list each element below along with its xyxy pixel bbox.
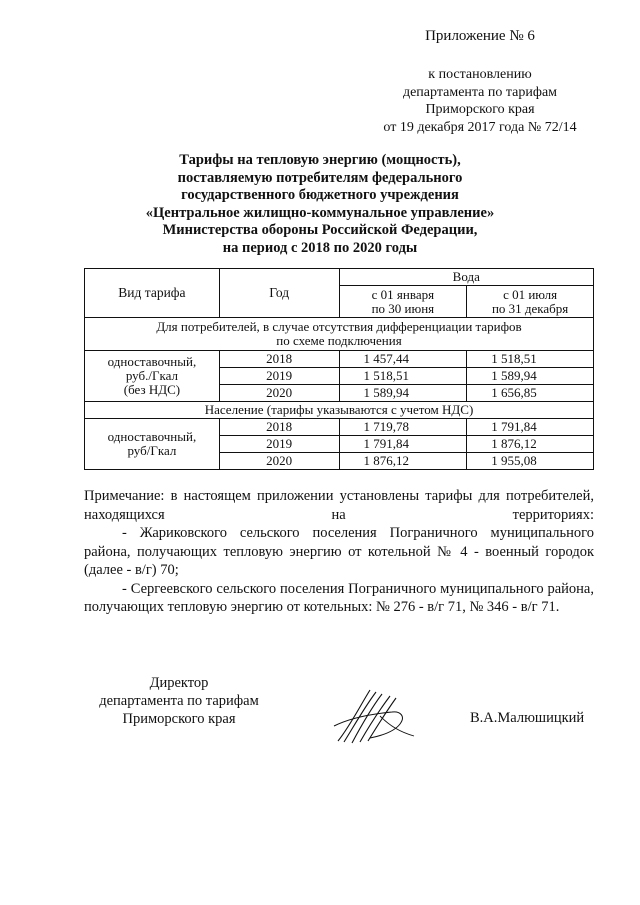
year-cell: 2019: [219, 368, 339, 385]
section-line: Для потребителей, в случае отсутствия дифференциации тарифов: [156, 319, 522, 334]
title-line: «Центральное жилищно-коммунальное управление»: [145, 204, 495, 221]
value-cell: 1 791,84: [467, 419, 594, 436]
value-cell: 1 876,12: [467, 436, 594, 453]
value-cell: 1 518,51: [339, 368, 467, 385]
document-title: [60, 152, 580, 257]
value-cell: 1 876,12: [339, 453, 467, 470]
title-line: поставляемую потребителям федерального: [177, 169, 463, 186]
tariff-line: одноставочный,: [107, 354, 197, 369]
year-cell: 2019: [219, 436, 339, 453]
value-cell: 1 518,51: [467, 351, 594, 368]
value-cell: 1 457,44: [339, 351, 467, 368]
year-cell: 2020: [219, 385, 339, 402]
value-cell: 1 791,84: [339, 436, 467, 453]
section-line: по схеме подключения: [276, 333, 402, 348]
signatory-position: [84, 674, 274, 728]
tariff-line: одноставочный,: [107, 429, 197, 444]
table-row: [85, 419, 594, 436]
section-heading-population: Население (тарифы указываются с учетом НДС): [85, 402, 594, 419]
header-water: Вода: [339, 269, 594, 286]
period-line: по 31 декабря: [491, 300, 569, 316]
tariff-line: руб/Гкал: [127, 443, 177, 458]
position-line: Директор: [149, 675, 209, 691]
resolution-line: от 19 декабря 2017 года № 72/14: [383, 119, 577, 135]
period-line: с 01 января: [371, 286, 435, 302]
tariff-table: [84, 268, 594, 470]
section-heading-consumers: [85, 318, 594, 351]
header-period-first-half: [339, 286, 467, 318]
title-line: Министерства обороны Российской Федерации,: [162, 222, 478, 238]
title-line: на период с 2018 по 2020 годы: [222, 239, 418, 256]
note-item: - Жариковского сельского поселения Пограничного муниципального района, получающих тепловую энергию от котельной № 4 - военный городок (далее - в/г) 70;: [84, 525, 594, 578]
header-period-second-half: [467, 286, 594, 318]
note-item: - Сергеевского сельского поселения Пограничного муниципального района, получающих тепловую энергию от котельных: № 276 - в/г 71, № 346 - в/г 71.: [84, 580, 594, 615]
value-cell: 1 589,94: [467, 368, 594, 385]
resolution-line: Приморского края: [425, 102, 535, 117]
value-cell: 1 719,78: [339, 419, 467, 436]
note-intro: Примечание: в настоящем приложении установлены тарифы для потребителей, находящихся на территориях:: [84, 488, 594, 523]
appendix-number: Приложение № 6: [425, 28, 535, 44]
resolution-line: департамента по тарифам: [402, 84, 558, 100]
note-block: [84, 487, 594, 617]
value-cell: 1 589,94: [339, 385, 467, 402]
year-cell: 2020: [219, 453, 339, 470]
title-line: Тарифы на тепловую энергию (мощность),: [179, 152, 461, 168]
title-line: государственного бюджетного учреждения: [181, 187, 459, 203]
handwritten-signature: [330, 686, 420, 746]
table-row: [85, 351, 594, 368]
period-line: по 30 июня: [371, 300, 435, 316]
value-cell: 1 656,85: [467, 385, 594, 402]
resolution-line: к постановлению: [428, 67, 532, 82]
header-tariff-type: Вид тарифа: [85, 269, 220, 318]
tariff-line: (без НДС): [123, 382, 181, 397]
year-cell: 2018: [219, 419, 339, 436]
signatory-name: В.А.Малюшицкий: [470, 710, 585, 726]
position-line: департамента по тарифам: [99, 693, 259, 709]
year-cell: 2018: [219, 351, 339, 368]
period-line: с 01 июля: [503, 286, 558, 302]
tariff-type-cell: [85, 419, 220, 470]
resolution-reference: [330, 66, 630, 136]
value-cell: 1 955,08: [467, 453, 594, 470]
position-line: Приморского края: [122, 711, 236, 727]
header-year: Год: [219, 269, 339, 318]
tariff-line: руб./Гкал: [125, 368, 178, 383]
tariff-type-cell: [85, 351, 220, 402]
